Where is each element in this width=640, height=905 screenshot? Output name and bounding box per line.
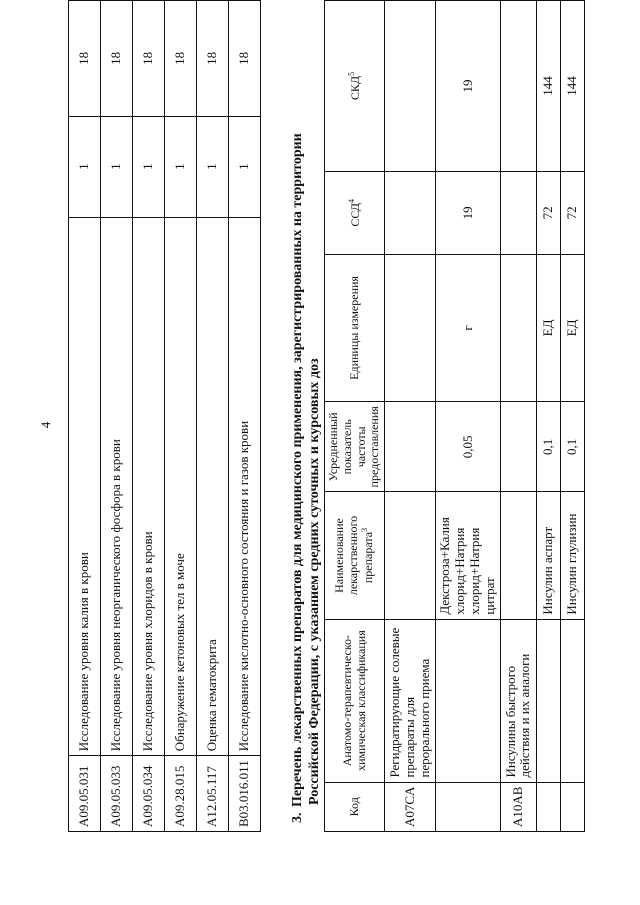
drug-skd: 144 bbox=[560, 1, 584, 172]
table-row bbox=[436, 1, 501, 832]
table-row bbox=[385, 1, 436, 832]
drug-atc: Регидратирующие солевые препараты для перорального приема bbox=[385, 619, 436, 782]
table-row bbox=[197, 1, 229, 832]
service-frequency: 1 bbox=[229, 116, 261, 217]
drug-unit bbox=[500, 254, 536, 402]
service-multiplicity: 18 bbox=[69, 1, 101, 117]
drug-skd bbox=[500, 1, 536, 172]
drug-frequency: 0,05 bbox=[436, 402, 501, 492]
header-skd-text: СКД bbox=[347, 75, 362, 101]
service-name: Исследование уровня хлоридов в крови bbox=[133, 217, 165, 756]
drug-code bbox=[436, 782, 501, 831]
drug-unit bbox=[385, 254, 436, 402]
header-skd bbox=[325, 1, 385, 172]
header-ssd bbox=[325, 171, 385, 254]
service-code: A09.05.034 bbox=[133, 756, 165, 832]
drug-code: A07CA bbox=[385, 782, 436, 831]
section-line-2: Российской Федерации, с указанием средних суточных и курсовых доз bbox=[306, 358, 322, 805]
service-multiplicity: 18 bbox=[165, 1, 197, 117]
header-skd-sup: 5 bbox=[346, 71, 356, 76]
service-frequency: 1 bbox=[133, 116, 165, 217]
service-code: B03.016.011 bbox=[229, 756, 261, 832]
header-ssd-sup: 4 bbox=[346, 199, 356, 204]
drug-name bbox=[500, 492, 536, 619]
drug-name: Инсулин аспарт bbox=[536, 492, 560, 619]
page-number: 4 bbox=[38, 421, 53, 429]
service-multiplicity: 18 bbox=[197, 1, 229, 117]
drugs-table bbox=[324, 0, 585, 832]
service-frequency: 1 bbox=[101, 116, 133, 217]
drug-code bbox=[560, 782, 584, 831]
section-number: 3. bbox=[290, 812, 305, 823]
header-drug-text: Наименование лекарственного препарата bbox=[331, 515, 376, 596]
service-frequency: 1 bbox=[165, 116, 197, 217]
services-table bbox=[68, 0, 261, 832]
section-heading bbox=[290, 23, 324, 823]
service-code: A12.05.117 bbox=[197, 756, 229, 832]
drug-atc bbox=[436, 619, 501, 782]
drug-code bbox=[536, 782, 560, 831]
service-frequency: 1 bbox=[197, 116, 229, 217]
drug-name: Декстроза+Калия хлорид+Натрия хлорид+Натрия цитрат bbox=[436, 492, 501, 619]
table-header-row bbox=[325, 1, 385, 832]
drug-frequency: 0,1 bbox=[536, 402, 560, 492]
drug-skd bbox=[385, 1, 436, 172]
drug-skd: 144 bbox=[536, 1, 560, 172]
drug-unit: ЕД bbox=[560, 254, 584, 402]
drug-ssd: 72 bbox=[560, 171, 584, 254]
service-name: Исследование уровня калия в крови bbox=[69, 217, 101, 756]
table-row bbox=[165, 1, 197, 832]
service-frequency: 1 bbox=[69, 116, 101, 217]
service-multiplicity: 18 bbox=[101, 1, 133, 117]
drug-atc: Инсулины быстрого действия и их аналоги bbox=[500, 619, 536, 782]
service-code: A09.28.015 bbox=[165, 756, 197, 832]
header-frequency: Усредненный показатель частоты предоставления bbox=[325, 402, 385, 492]
table-row bbox=[133, 1, 165, 832]
service-code: A09.05.031 bbox=[69, 756, 101, 832]
drug-unit: г bbox=[436, 254, 501, 402]
table-row bbox=[229, 1, 261, 832]
table-row bbox=[101, 1, 133, 832]
service-name: Исследование кислотно-основного состояния и газов крови bbox=[229, 217, 261, 756]
drug-frequency: 0,1 bbox=[560, 402, 584, 492]
drug-unit: ЕД bbox=[536, 254, 560, 402]
drug-ssd: 72 bbox=[536, 171, 560, 254]
service-name: Оценка гематокрита bbox=[197, 217, 229, 756]
header-unit: Единицы измерения bbox=[325, 254, 385, 402]
drug-skd: 19 bbox=[436, 1, 501, 172]
drug-ssd bbox=[385, 171, 436, 254]
drug-ssd: 19 bbox=[436, 171, 501, 254]
service-multiplicity: 18 bbox=[133, 1, 165, 117]
drug-atc bbox=[536, 619, 560, 782]
drug-frequency bbox=[500, 402, 536, 492]
table-row bbox=[500, 1, 536, 832]
section-line-1: Перечень лекарственных препаратов для медицинского применения, зарегистрированных на территории bbox=[290, 133, 305, 807]
service-name: Обнаружение кетоновых тел в моче bbox=[165, 217, 197, 756]
table-row bbox=[560, 1, 584, 832]
drug-atc bbox=[560, 619, 584, 782]
table-row bbox=[536, 1, 560, 832]
table-row bbox=[69, 1, 101, 832]
header-code: Код bbox=[325, 782, 385, 831]
drug-name bbox=[385, 492, 436, 619]
service-multiplicity: 18 bbox=[229, 1, 261, 117]
drug-code: A10AB bbox=[500, 782, 536, 831]
header-ssd-text: ССД bbox=[347, 203, 362, 227]
header-drug-sup: 3 bbox=[360, 527, 370, 532]
drug-ssd bbox=[500, 171, 536, 254]
service-name: Исследование уровня неорганического фосфора в крови bbox=[101, 217, 133, 756]
drug-frequency bbox=[385, 402, 436, 492]
drug-name: Инсулин глулизин bbox=[560, 492, 584, 619]
header-atc: Анатомо-терапевтическо-химическая классификация bbox=[325, 619, 385, 782]
header-drug bbox=[325, 492, 385, 619]
service-code: A09.05.033 bbox=[101, 756, 133, 832]
